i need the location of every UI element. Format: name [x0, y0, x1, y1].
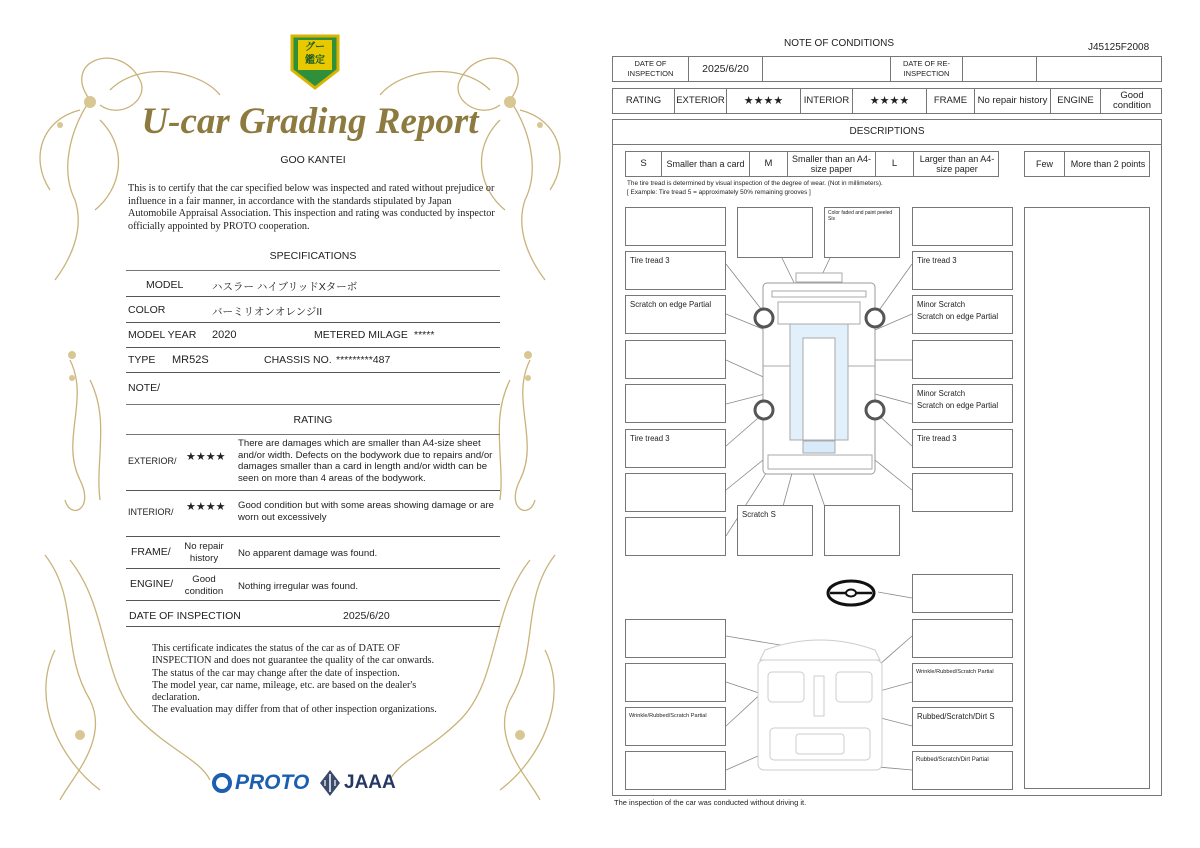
jaaa-logo [320, 770, 396, 796]
footer-line: INSPECTION and does not guarantee the quality of the car onwards. [152, 655, 435, 667]
date-of-inspection-value: 2025/6/20 [343, 610, 390, 622]
intro-paragraph: This is to certify that the car specified below was inspected and rated without prejudice or influence in a fair manner, in accordance with the standards stipulated by Japan Automobile Appraisal Association. This inspection and rating was conducted by inspector officially appointed by PROTO cooperation. [128, 183, 495, 232]
date-of-inspection-label: DATE OF INSPECTION [613, 57, 689, 81]
chassis-label: CHASSIS NO. [264, 354, 332, 366]
goo-kantei-badge [288, 32, 342, 90]
divider [126, 296, 500, 297]
note-box-left-rear [625, 384, 726, 423]
note-box-rear-center-left [737, 505, 813, 556]
report-subtitle: GOO KANTEI [280, 154, 346, 166]
model-year-value: 2020 [212, 329, 237, 341]
interior-label: INTERIOR [801, 89, 853, 113]
note-scratch-s: Scratch S [742, 510, 776, 519]
exterior-stars: ★★★★ [727, 89, 801, 113]
footer-line: The model year, car name, mileage, etc. are based on the dealer's [152, 679, 417, 691]
color-value: バーミリオンオレンジII [212, 306, 323, 318]
divider [126, 347, 500, 348]
rating-heading: RATING [293, 414, 333, 426]
divider [126, 568, 500, 569]
note-box-rear-left-lower [625, 473, 726, 512]
note-box-tire-front-left [625, 251, 726, 290]
note-minor-scratch-front-right: Minor Scratch [917, 300, 966, 309]
proto-logo-mark [212, 773, 232, 793]
note-box-rear-left-bottom [625, 517, 726, 556]
interior-label: INTERIOR/ [128, 507, 174, 517]
note-box-interior-left-2 [625, 663, 726, 702]
frame-value: No repair history [975, 89, 1051, 113]
frame-label: FRAME/ [131, 546, 171, 558]
note-wrinkle-right: Wrinkle/Rubbed/Scratch Partial [916, 669, 994, 675]
note-scratch-edge-rear-right: Scratch on edge Partial [917, 401, 999, 410]
note-tire-rear-left: Tire tread 3 [630, 434, 670, 443]
engine-value: Good condition [184, 574, 224, 597]
frame-label: FRAME [927, 89, 975, 113]
note-box-rear-right-lower [912, 473, 1013, 512]
model-value: ハスラー ハイブリッドXターボ [212, 281, 358, 293]
legend-m: M [750, 152, 788, 176]
frame-value: No repair history [184, 541, 224, 564]
note-scratch-edge-front-right: Scratch on edge Partial [917, 312, 999, 321]
legend-few-desc: More than 2 points [1070, 159, 1146, 169]
exterior-description: There are damages which are smaller than A4-size sheet and/or width. Defects on the bodywork due to repairs and/or damages smaller than a card in length and/or width can be seen on more than 4 areas of the bodywork. [238, 438, 493, 484]
spec-heading: SPECIFICATIONS [269, 250, 357, 262]
interior-stars: ★★★★ [853, 89, 927, 113]
car-interior-view [758, 640, 882, 770]
note-box-interior-left-1 [625, 619, 726, 658]
note-box-right-middle [912, 340, 1013, 379]
chassis-value: *********487 [336, 354, 391, 366]
note-scratch-edge-left: Scratch on edge Partial [630, 300, 712, 309]
divider [126, 372, 500, 373]
note-label: NOTE/ [128, 382, 161, 394]
date-of-inspection-label: DATE OF INSPECTION [129, 610, 241, 622]
proto-logo-text: PROTO [235, 771, 310, 794]
note-box-tire-front-right [912, 251, 1013, 290]
note-box-left-front-edge [625, 295, 726, 334]
legend-s: S [626, 152, 662, 176]
note-box-interior-left-4 [625, 751, 726, 790]
footer-line: declaration. [152, 692, 200, 704]
tread-note: The tire tread is determined by visual inspection of the degree of wear. (Not in millimeters). [627, 180, 883, 187]
note-box-right-front [912, 295, 1013, 334]
legend-s-desc: Smaller than a card [662, 152, 750, 176]
type-value: MR52S [172, 354, 209, 366]
divider [126, 536, 500, 537]
engine-label: ENGINE [1051, 89, 1101, 113]
model-year-label: MODEL YEAR [128, 329, 197, 341]
conditions-title: NOTE OF CONDITIONS [784, 38, 894, 49]
note-box-tire-rear-right [912, 429, 1013, 468]
jaaa-logo-text: JAAA [344, 772, 396, 793]
note-box-interior-right-3 [912, 707, 1013, 746]
legend-l: L [876, 152, 914, 176]
note-box-rear-center-right [824, 505, 900, 556]
footer-line: The evaluation may differ from that of other inspection organizations. [152, 704, 437, 716]
date-of-reinspection-label: DATE OF RE-INSPECTION [891, 57, 963, 81]
frame-description: No apparent damage was found. [238, 548, 378, 559]
type-label: TYPE [128, 354, 156, 366]
divider [126, 626, 500, 627]
divider [126, 270, 500, 271]
exterior-label: EXTERIOR [675, 89, 727, 113]
divider [126, 322, 500, 323]
jaaa-logo-mark [320, 770, 340, 796]
milage-value: ***** [414, 329, 435, 341]
footer-line: The status of the car may change after the date of inspection. [152, 667, 400, 679]
divider [126, 600, 500, 601]
car-top-view [755, 273, 884, 474]
note-box-tire-rear-left [625, 429, 726, 468]
note-box-interior-left-3 [625, 707, 726, 746]
note-box-front-center-left [737, 207, 813, 258]
color-label: COLOR [128, 304, 166, 316]
note-box-front-center-right [824, 207, 900, 258]
note-of-conditions [600, 0, 1200, 848]
document-id: J45125F2008 [1088, 42, 1150, 53]
legend-m-desc: Smaller than an A4-size paper [788, 152, 876, 176]
exterior-label: EXTERIOR/ [128, 456, 177, 466]
descriptions-heading: DESCRIPTIONS [849, 126, 925, 137]
milage-label: METERED MILAGE [314, 329, 408, 341]
legend-few: Few [1025, 152, 1065, 176]
model-label: MODEL [146, 279, 184, 291]
tread-example: [ Example: Tire tread 5 = approximately 50% remaining grooves ] [627, 189, 811, 196]
note-box-interior-right-1 [912, 619, 1013, 658]
note-rubbed-s: Rubbed/Scratch/Dirt S [917, 712, 995, 721]
note-box-front-left-top [625, 207, 726, 246]
note-tire-front-left: Tire tread 3 [630, 256, 670, 265]
engine-description: Nothing irregular was found. [238, 581, 358, 592]
certificate-footer [152, 643, 482, 717]
note-box-interior-right-4 [912, 751, 1013, 790]
note-tire-rear-right: Tire tread 3 [917, 434, 957, 443]
note-box-interior-right-2 [912, 663, 1013, 702]
note-box-front-right-top [912, 207, 1013, 246]
exterior-stars: ★★★★ [186, 451, 226, 463]
divider [126, 404, 500, 405]
note-box-right-rear [912, 384, 1013, 423]
interior-stars: ★★★★ [186, 501, 226, 513]
divider [126, 490, 500, 491]
date-of-inspection-value: 2025/6/20 [689, 57, 763, 81]
interior-description: Good condition but with some areas showing damage or are worn out excessively [238, 500, 494, 523]
note-minor-scratch-rear-right: Minor Scratch [917, 389, 966, 398]
conditions-footer: The inspection of the car was conducted without driving it. [614, 798, 807, 807]
note-box-steering [912, 574, 1013, 613]
report-title: U-car Grading Report [141, 101, 479, 142]
note-box-left-middle [625, 340, 726, 379]
note-tire-front-right: Tire tread 3 [917, 256, 957, 265]
proto-logo [212, 770, 309, 796]
note-color-faded: Color faded and paint peeled Sis [828, 210, 893, 222]
note-wrinkle-left: Wrinkle/Rubbed/Scratch Partial [629, 713, 707, 719]
note-rubbed-partial: Rubbed/Scratch/Dirt Partial [916, 757, 989, 763]
badge-text: グー 鑑定 [305, 42, 325, 66]
engine-value: Good condition [1112, 90, 1152, 111]
rating-label: RATING [613, 89, 675, 113]
footer-line: This certificate indicates the status of the car as of DATE OF [152, 643, 401, 654]
steering-wheel-icon [828, 581, 874, 605]
legend-l-desc: Larger than an A4-size paper [919, 154, 995, 174]
engine-label: ENGINE/ [130, 578, 174, 590]
divider [126, 434, 500, 435]
